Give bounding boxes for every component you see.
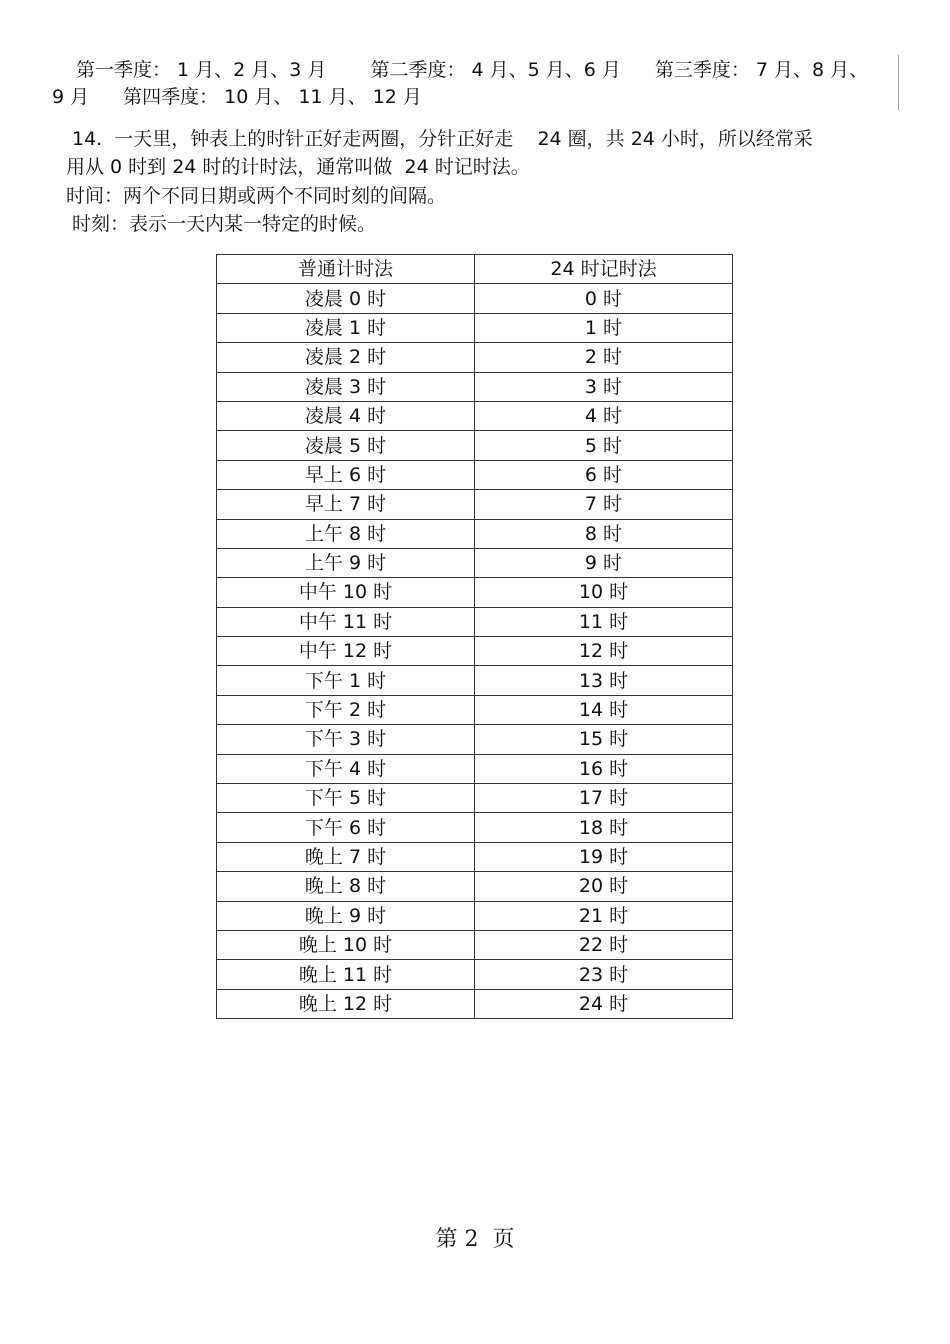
twenty-four-hour-cell: 11 时: [475, 607, 733, 636]
ordinary-time-cell: 晚上 7 时: [217, 842, 475, 871]
twenty-four-hour-cell: 15 时: [475, 725, 733, 754]
table-row: [217, 284, 733, 313]
definition-moment: 时刻：表示一天内某一特定的时候。: [72, 213, 377, 235]
time-conversion-table: [216, 254, 733, 1019]
ordinary-time-cell: 晚上 11 时: [217, 960, 475, 989]
ordinary-time-cell: 凌晨 1 时: [217, 313, 475, 342]
twenty-four-hour-cell: 19 时: [475, 842, 733, 871]
table-row: [217, 343, 733, 372]
twenty-four-hour-cell: 7 时: [475, 490, 733, 519]
quarters-line-1: [76, 58, 868, 82]
page-edge-rule: [898, 55, 899, 110]
twenty-four-hour-cell: 12 时: [475, 637, 733, 666]
table-row: [217, 989, 733, 1018]
ordinary-time-cell: 凌晨 2 时: [217, 343, 475, 372]
table-row: [217, 637, 733, 666]
definition-duration: 时间：两个不同日期或两个不同时刻的间隔。: [66, 185, 447, 207]
table-row: [217, 372, 733, 401]
twenty-four-hour-cell: 1 时: [475, 313, 733, 342]
table-body: [217, 284, 733, 1019]
twenty-four-hour-cell: 2 时: [475, 343, 733, 372]
ordinary-time-cell: 凌晨 0 时: [217, 284, 475, 313]
twenty-four-hour-cell: 22 时: [475, 930, 733, 959]
table-row: [217, 548, 733, 577]
twenty-four-hour-cell: 13 时: [475, 666, 733, 695]
twenty-four-hour-cell: 6 时: [475, 460, 733, 489]
table-row: [217, 901, 733, 930]
ordinary-time-cell: 上午 9 时: [217, 548, 475, 577]
ordinary-time-cell: 中午 10 时: [217, 578, 475, 607]
header-24-hour-time: 24 时记时法: [475, 255, 733, 284]
table-row: [217, 519, 733, 548]
item-14-line-2: 用从 0 时到 24 时的计时法，通常叫做 24 时记时法。: [66, 156, 530, 178]
table-row: [217, 930, 733, 959]
quarter-2: 第二季度： 4 月、5 月、6 月: [370, 59, 621, 81]
ordinary-time-cell: 晚上 12 时: [217, 989, 475, 1018]
ordinary-time-cell: 晚上 10 时: [217, 930, 475, 959]
page-number: 第 2 页: [435, 1227, 515, 1252]
twenty-four-hour-cell: 17 时: [475, 784, 733, 813]
twenty-four-hour-cell: 16 时: [475, 754, 733, 783]
ordinary-time-cell: 中午 11 时: [217, 607, 475, 636]
twenty-four-hour-cell: 8 时: [475, 519, 733, 548]
ordinary-time-cell: 中午 12 时: [217, 637, 475, 666]
ordinary-time-cell: 下午 1 时: [217, 666, 475, 695]
quarters-line-2: [52, 85, 422, 109]
table-row: [217, 578, 733, 607]
item-14-line-1: 14. 一天里，钟表上的时针正好走两圈，分针正好走 24 圈，共 24 小时，所以经常采: [72, 128, 813, 150]
twenty-four-hour-cell: 0 时: [475, 284, 733, 313]
ordinary-time-cell: 上午 8 时: [217, 519, 475, 548]
twenty-four-hour-cell: 3 时: [475, 372, 733, 401]
ordinary-time-cell: 晚上 9 时: [217, 901, 475, 930]
table-row: [217, 666, 733, 695]
ordinary-time-cell: 下午 4 时: [217, 754, 475, 783]
quarter-3: 第三季度： 7 月、8 月、: [654, 59, 869, 81]
ordinary-time-cell: 凌晨 3 时: [217, 372, 475, 401]
twenty-four-hour-cell: 21 时: [475, 901, 733, 930]
table-row: [217, 695, 733, 724]
table-row: [217, 460, 733, 489]
table-row: [217, 872, 733, 901]
table-header-row: [217, 255, 733, 284]
ordinary-time-cell: 晚上 8 时: [217, 872, 475, 901]
ordinary-time-cell: 早上 6 时: [217, 460, 475, 489]
table-row: [217, 607, 733, 636]
twenty-four-hour-cell: 20 时: [475, 872, 733, 901]
twenty-four-hour-cell: 18 时: [475, 813, 733, 842]
table-row: [217, 725, 733, 754]
twenty-four-hour-cell: 24 时: [475, 989, 733, 1018]
table-row: [217, 313, 733, 342]
table-row: [217, 754, 733, 783]
ordinary-time-cell: 下午 3 时: [217, 725, 475, 754]
ordinary-time-cell: 凌晨 5 时: [217, 431, 475, 460]
table-row: [217, 813, 733, 842]
ordinary-time-cell: 下午 5 时: [217, 784, 475, 813]
table-row: [217, 431, 733, 460]
table-row: [217, 960, 733, 989]
table-row: [217, 842, 733, 871]
quarter-3-continued: 9 月: [52, 86, 90, 108]
ordinary-time-cell: 下午 2 时: [217, 695, 475, 724]
twenty-four-hour-cell: 5 时: [475, 431, 733, 460]
twenty-four-hour-cell: 9 时: [475, 548, 733, 577]
quarter-1: 第一季度： 1 月、2 月、3 月: [76, 59, 327, 81]
table-row: [217, 490, 733, 519]
twenty-four-hour-cell: 23 时: [475, 960, 733, 989]
table-row: [217, 784, 733, 813]
twenty-four-hour-cell: 10 时: [475, 578, 733, 607]
header-ordinary-time: 普通计时法: [217, 255, 475, 284]
table-row: [217, 401, 733, 430]
ordinary-time-cell: 早上 7 时: [217, 490, 475, 519]
quarter-4: 第四季度： 10 月、 11 月、 12 月: [123, 86, 422, 108]
twenty-four-hour-cell: 4 时: [475, 401, 733, 430]
ordinary-time-cell: 凌晨 4 时: [217, 401, 475, 430]
ordinary-time-cell: 下午 6 时: [217, 813, 475, 842]
twenty-four-hour-cell: 14 时: [475, 695, 733, 724]
